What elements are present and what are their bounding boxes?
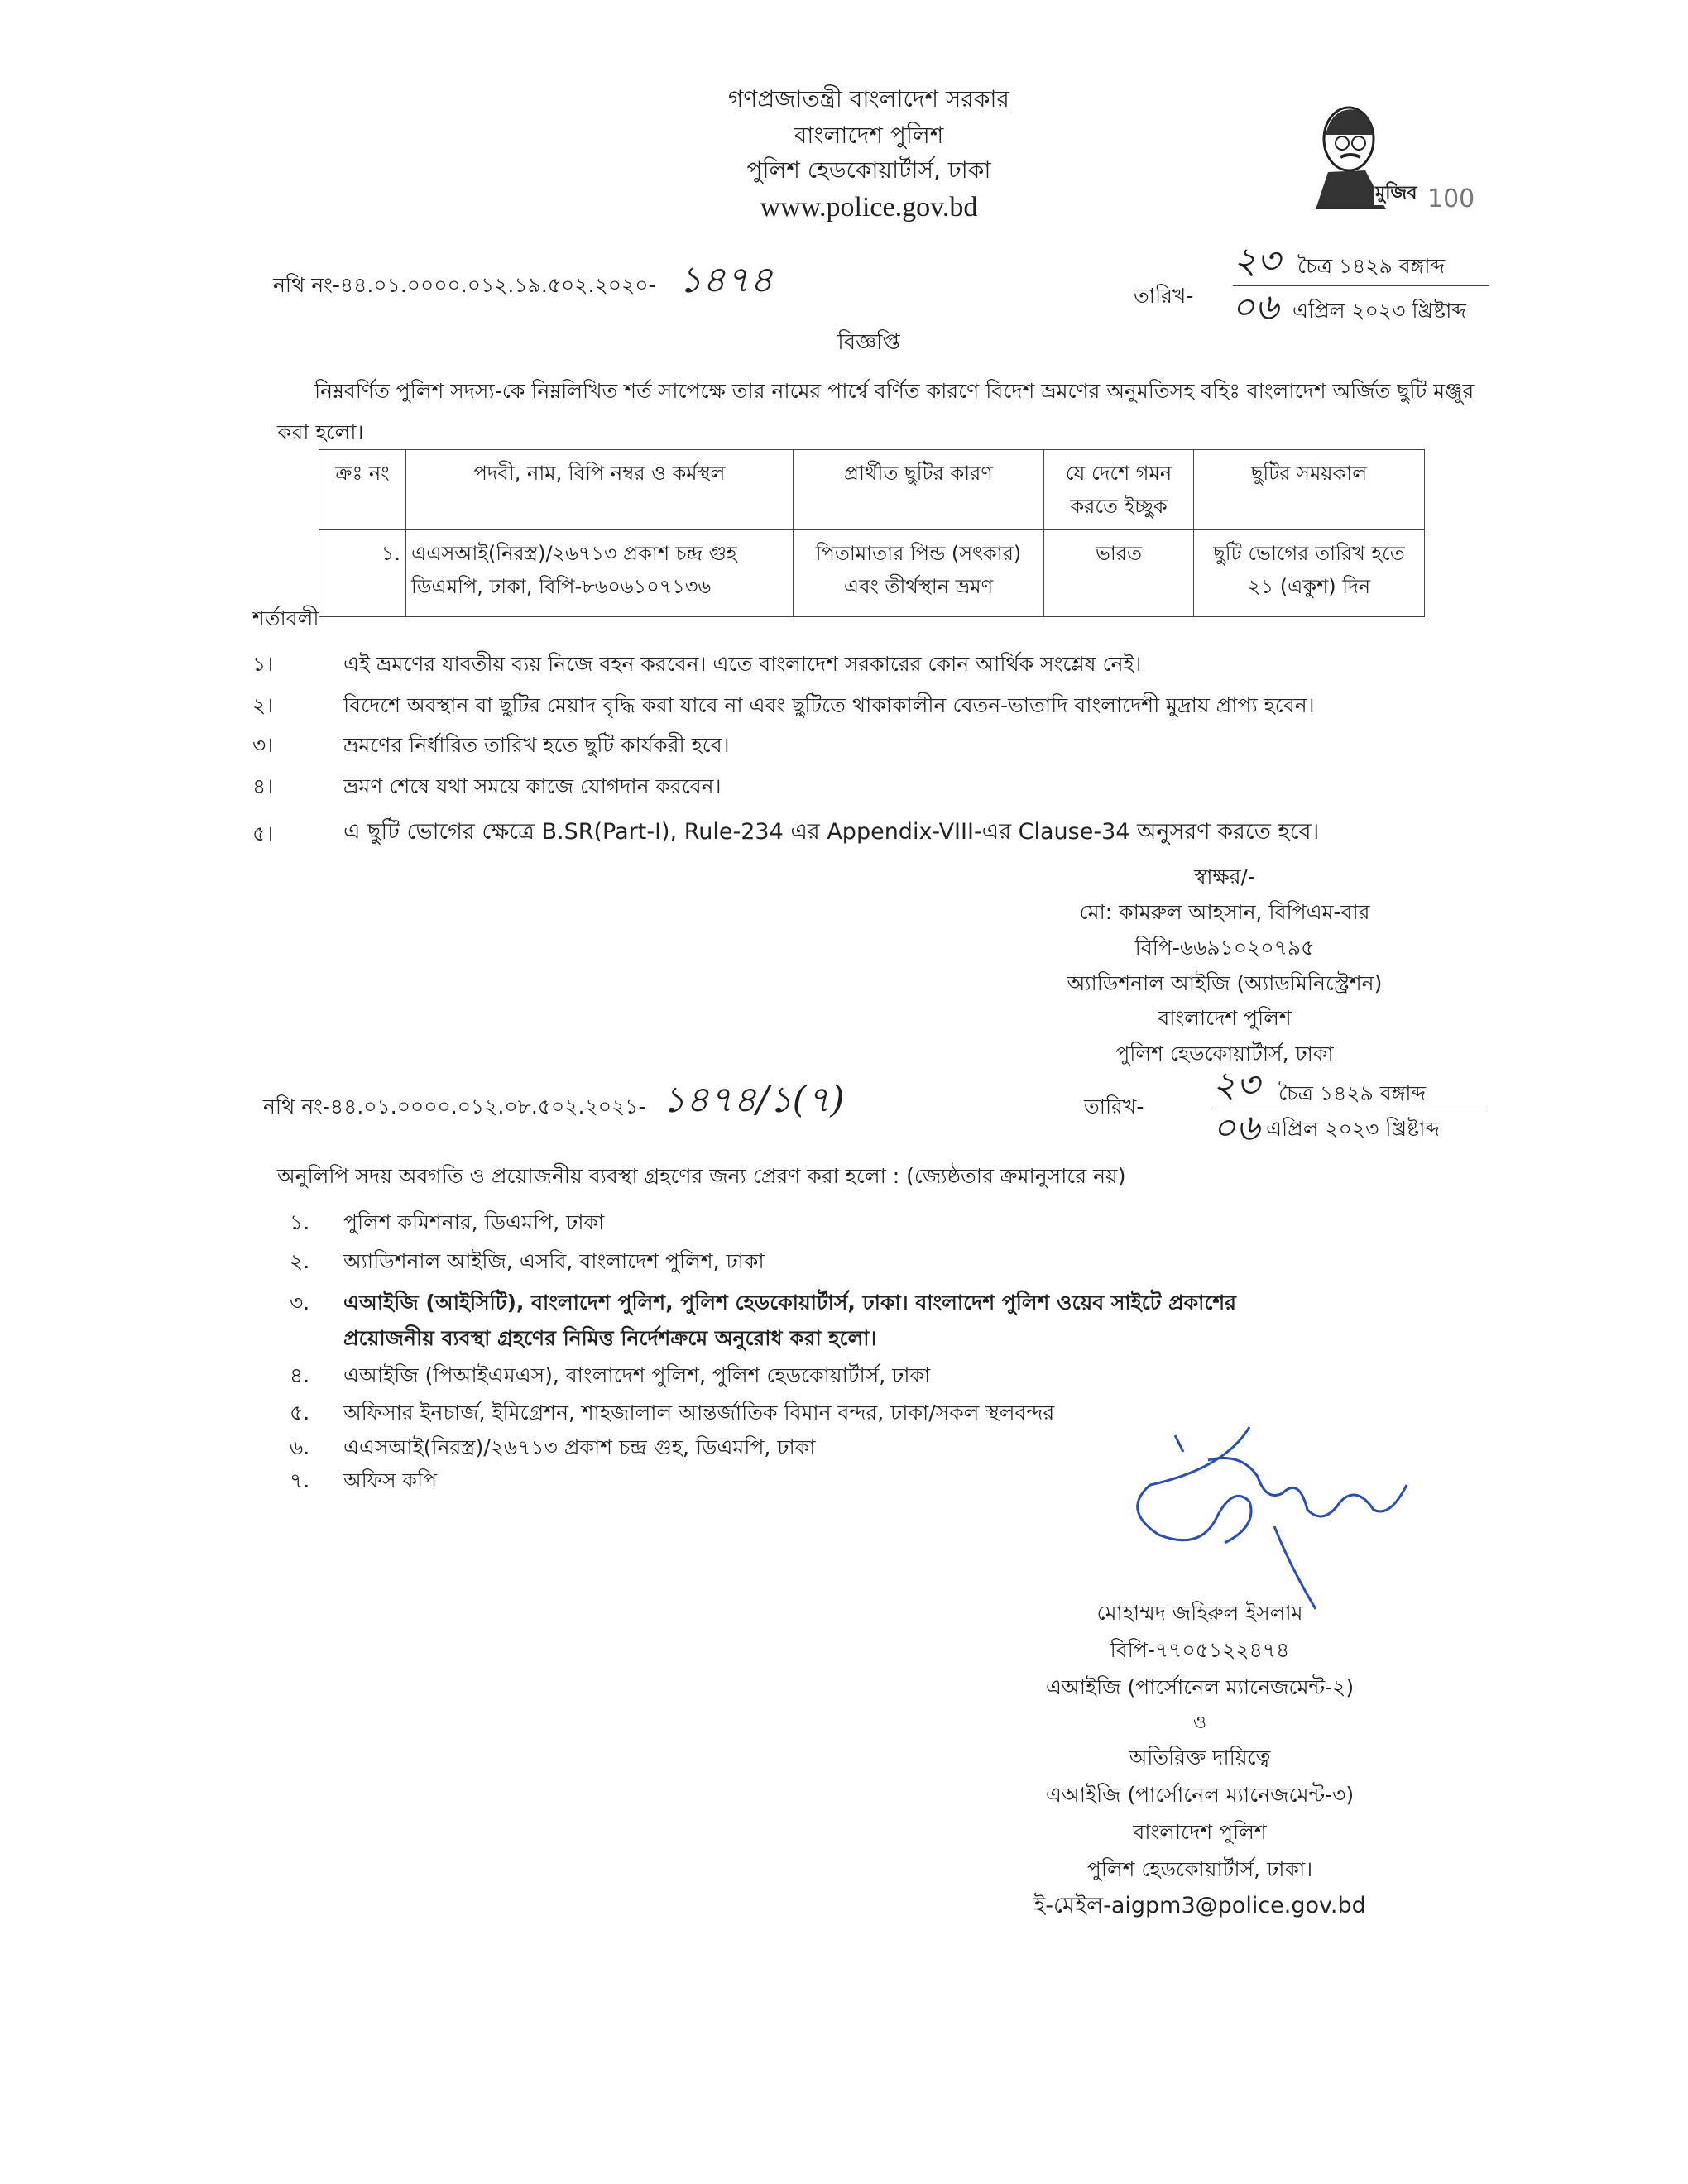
signed-label: স্বাক্ষর/- <box>1194 864 1255 888</box>
signatory2-org: বাংলাদেশ পুলিশ <box>1133 1820 1267 1844</box>
conditions-title: শর্তাবলী <box>252 606 319 630</box>
signatory2-name: মোহাম্মদ জহিরুল ইসলাম <box>1096 1601 1303 1625</box>
signatory2-additional: অতিরিক্ত দায়িত্বে <box>1129 1746 1271 1770</box>
copy-number: ৪. <box>290 1363 310 1387</box>
copy-date-bn: চৈত্র ১৪২৯ বঙ্গাব্দ <box>1278 1081 1427 1105</box>
copy-number: ৩. <box>290 1291 310 1315</box>
col-serial: ক্রঃ নং <box>319 450 406 530</box>
date-en: এপ্রিল ২০২৩ খ্রিষ্টাব্দ <box>1292 299 1466 323</box>
signatory2-office: পুলিশ হেডকোয়ার্টার্স, ঢাকা। <box>1086 1857 1313 1881</box>
copy-recipient-cont: প্রয়োজনীয় ব্যবস্থা গ্রহণের নিমিত্ত নির্দেশক্রমে অনুরোধ করা হলো। <box>343 1326 877 1350</box>
svg-text:মুজিব: মুজিব <box>1375 183 1417 204</box>
copy-number: ৫. <box>290 1401 310 1425</box>
copy-recipient: এআইজি (পিআইএমএস), বাংলাদেশ পুলিশ, পুলিশ হেডকোয়ার্টার্স, ঢাকা <box>343 1363 931 1387</box>
signatory-org: বাংলাদেশ পুলিশ <box>1158 1006 1292 1030</box>
memo-ref-prefix: নথি নং-৪৪.০১.০০০০.০১২.১৯.৫০২.২০২০- <box>273 273 656 297</box>
col-reason: প্রার্থীত ছুটির কারণ <box>794 450 1044 530</box>
cell-name: এএসআই(নিরস্ত্র)/২৬৭১৩ প্রকাশ চন্দ্র গুহ ডিএমপি, ঢাকা, বিপি-৮৬০৬১০৭১৩৬ <box>406 530 794 617</box>
svg-text:100: 100 <box>1427 184 1475 213</box>
condition-text: বিদেশে অবস্থান বা ছুটির মেয়াদ বৃদ্ধি করা যাবে না এবং ছুটিতে থাকাকালীন বেতন-ভাতাদি বাংলাদেশী মুদ্রায় প্রাপ্য হবেন। <box>343 693 1315 717</box>
copy-number: ৬. <box>290 1435 310 1459</box>
condition-text: ভ্রমণের নির্ধারিত তারিখ হতে ছুটি কার্যকরী হবে। <box>343 733 730 757</box>
memo-ref-number: ১৪৭৪ <box>679 259 774 301</box>
copy-date-en-day: ০৬ <box>1212 1107 1260 1149</box>
col-name: পদবী, নাম, বিপি নম্বর ও কর্মস্থল <box>406 450 794 530</box>
copy-number: ২. <box>290 1249 310 1273</box>
date-bn: চৈত্র ১৪২৯ বঙ্গাব্দ <box>1297 254 1446 278</box>
date-en-day: ০৬ <box>1231 286 1279 328</box>
signatory2-designation2: এআইজি (পার্সোনেল ম্যানেজমেন্ট-৩) <box>1045 1783 1355 1807</box>
memo-date-label: তারিখ- <box>1134 284 1194 308</box>
copy-recipient: এএসআই(নিরস্ত্র)/২৬৭১৩ প্রকাশ চন্দ্র গুহ, ডিএমপি, ঢাকা <box>343 1435 816 1459</box>
header-govt: গণপ্রজাতন্ত্রী বাংলাদেশ সরকার <box>728 85 1009 113</box>
copy-recipient: অফিস কপি <box>343 1468 438 1492</box>
cell-reason: পিতামাতার পিন্ড (সৎকার) এবং তীর্থস্থান ভ্রমণ <box>794 530 1044 617</box>
header-website[interactable]: www.police.gov.bd <box>760 192 978 223</box>
col-country: যে দেশে গমন করতে ইচ্ছুক <box>1044 450 1194 530</box>
cell-serial: ১. <box>319 530 406 617</box>
copy-recipient: অ্যাডিশনাল আইজি, এসবি, বাংলাদেশ পুলিশ, ঢাকা <box>343 1249 765 1273</box>
header-hq: পুলিশ হেডকোয়ার্টার্স, ঢাকা <box>746 156 991 184</box>
copy-number: ১. <box>290 1210 310 1234</box>
condition-number: ৪। <box>252 774 274 798</box>
signatory-name: মো: কামরুল আহসান, বিপিএম-বার <box>1079 900 1370 924</box>
table-row <box>319 530 1425 617</box>
condition-text: এই ভ্রমণের যাবতীয় ব্যয় নিজে বহন করবেন। এতে বাংলাদেশ সরকারের কোন আর্থিক সংশ্লেষ নেই। <box>343 652 1142 676</box>
table-header-row <box>319 450 1425 530</box>
condition-number: ১। <box>252 652 274 676</box>
signatory2-email[interactable]: ই-মেইল-aigpm3@police.gov.bd <box>1033 1893 1366 1918</box>
copy-ref-prefix: নথি নং-৪৪.০১.০০০০.০১২.০৮.৫০২.২০২১- <box>263 1094 646 1118</box>
signatory2-designation: এআইজি (পার্সোনেল ম্যানেজমেন্ট-২) <box>1045 1675 1355 1699</box>
copy-recipient: অফিসার ইনচার্জ, ইমিগ্রেশন, শাহজালাল আন্তর্জাতিক বিমান বন্দর, ঢাকা/সকল স্থলবন্দর <box>343 1401 1055 1425</box>
header-police: বাংলাদেশ পুলিশ <box>794 122 944 149</box>
signatory-bp: বিপি-৬৬৯১০২০৭৯৫ <box>1134 936 1315 960</box>
copy-ref-number: ১৪৭৪/১(৭) <box>662 1079 845 1121</box>
signatory-designation: অ্যাডিশনাল আইজি (অ্যাডমিনিস্ট্রেশন) <box>1067 971 1383 995</box>
condition-number: ৫। <box>252 821 274 845</box>
condition-text: ভ্রমণ শেষে যথা সময়ে কাজে যোগদান করবেন। <box>343 774 722 798</box>
leave-table <box>319 449 1425 617</box>
cell-duration: ছুটি ভোগের তারিখ হতে ২১ (একুশ) দিন <box>1194 530 1425 617</box>
condition-number: ৩। <box>252 733 274 757</box>
condition-number: ২। <box>252 693 274 717</box>
copy-date-en: এপ্রিল ২০২৩ খ্রিষ্টাব্দ <box>1266 1117 1440 1141</box>
copy-number: ৭. <box>290 1468 310 1492</box>
copy-date-bn-day: ২৩ <box>1212 1064 1260 1106</box>
notice-title: বিজ্ঞপ্তি <box>837 330 900 355</box>
date-bn-day: ২৩ <box>1233 240 1281 282</box>
copy-recipient: পুলিশ কমিশনার, ডিএমপি, ঢাকা <box>343 1210 605 1234</box>
copy-intro: অনুলিপি সদয় অবগতি ও প্রয়োজনীয় ব্যবস্থা গ্রহণের জন্য প্রেরণ করা হলো : (জ্যেষ্ঠতার ক্রমানুসারে নয়) <box>277 1164 1126 1188</box>
copy-recipient: এআইজি (আইসিটি), বাংলাদেশ পুলিশ, পুলিশ হেডকোয়ার্টার্স, ঢাকা। বাংলাদেশ পুলিশ ওয়েব সাইটে প্রকাশের <box>343 1291 1236 1315</box>
notice-body: নিম্নবর্ণিত পুলিশ সদস্য-কে নিম্নলিখিত শর্ত সাপেক্ষে তার নামের পার্শ্বে বর্ণিত কারণে বিদেশ ভ্রমণের অনুমতিসহ বহিঃ বাংলাদেশ অর্জিত ছুটি মঞ্জুর করা হলো। <box>277 379 1475 444</box>
signatory-office: পুলিশ হেডকোয়ার্টার্স, ঢাকা <box>1115 1042 1334 1066</box>
signatory2-bp: বিপি-৭৭০৫১২২৪৭৪ <box>1110 1638 1290 1662</box>
handwritten-signature <box>1125 1419 1423 1617</box>
col-duration: ছুটির সময়কাল <box>1194 450 1425 530</box>
cell-country: ভারত <box>1044 530 1194 617</box>
mujib-100-logo <box>1307 98 1485 213</box>
copy-date-label: তারিখ- <box>1084 1094 1144 1118</box>
condition-text: এ ছুটি ভোগের ক্ষেত্রে B.SR(Part-I), Rule-234 এর Appendix-VIII-এর Clause-34 অনুসরণ করতে হবে। <box>343 819 1320 845</box>
signatory2-and: ও <box>1192 1712 1207 1733</box>
